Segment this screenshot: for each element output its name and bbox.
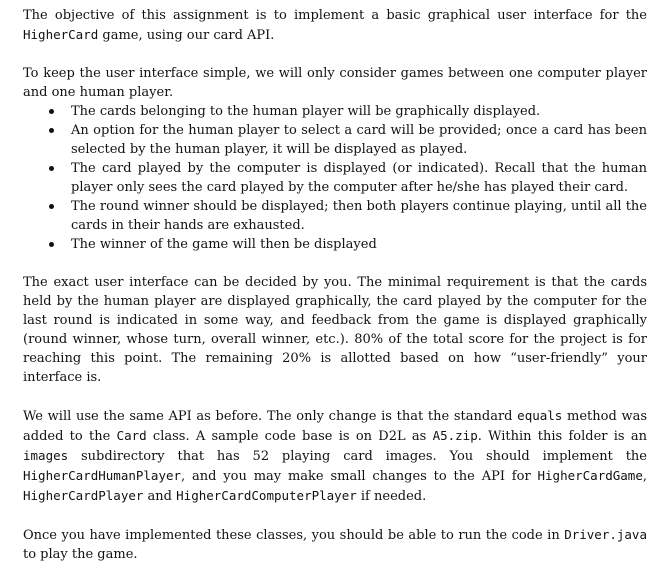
list-item: The card played by the computer is displayed (or indicated). Recall that the human player only sees the card played by the computer after he/she has played their card.: [71, 159, 647, 197]
text: The objective of this assignment is to implement a basic graphical user interface for the: [23, 8, 647, 23]
text: game, using our card API.: [98, 28, 275, 43]
list-item: The round winner should be displayed; then both players continue playing, until all the cards in their hands are exhausted.: [71, 197, 647, 235]
code-player: HigherCardPlayer: [23, 488, 144, 503]
code-driver-java: Driver.java: [564, 527, 647, 542]
code-equals: equals: [517, 408, 563, 423]
code-human-player: HigherCardHumanPlayer: [23, 468, 182, 483]
code-game: HigherCardGame: [537, 468, 643, 483]
code-a5-zip: A5.zip: [432, 428, 478, 443]
bullet-icon: [49, 128, 54, 133]
code-computer-player: HigherCardComputerPlayer: [176, 488, 357, 503]
requirements-list: [23, 102, 647, 254]
paragraph-ui-simple: To keep the user interface simple, we will only consider games between one computer player and one human player.: [23, 66, 647, 100]
bullet-icon: [49, 204, 54, 209]
paragraph-api: We will use the same API as before. The only change is that the standard equals method was added to the Card class. A sample code base is on D2L as A5.zip. Within this folder is an images subdirectory that has 52 playing card images. You should implement the HigherCardHumanPlayer, and you may make small changes to the API for HigherCardGame, HigherCardPlayer and HigherCardComputerPlayer if needed.: [23, 408, 647, 504]
paragraph-requirements: The exact user interface can be decided by you. The minimal requirement is that the cards held by the human player are displayed graphically, the card played by the computer for the last round is indicated in some way, and feedback from the game is displayed graphically (round winner, whose turn, overall winner, etc.). 80% of the total score for the project is for reaching this point. The remaining 20% is allotted based on how “user-friendly” your interface is.: [23, 275, 647, 385]
list-item: The cards belonging to the human player will be graphically displayed.: [71, 102, 647, 121]
code-higher-card: HigherCard: [23, 27, 99, 42]
list-item: An option for the human player to select a card will be provided; once a card has been selected by the human player, it will be displayed as played.: [71, 121, 647, 159]
bullet-icon: [49, 166, 54, 171]
bullet-icon: [49, 109, 54, 114]
code-card: Card: [116, 428, 147, 443]
code-images: images: [23, 448, 69, 463]
paragraph-objective: [23, 6, 647, 45]
paragraph-driver: Once you have implemented these classes, you should be able to run the code in Driver.java to play the game.: [23, 527, 647, 562]
bullet-icon: [49, 242, 54, 247]
list-item: The winner of the game will then be displayed: [71, 235, 647, 254]
